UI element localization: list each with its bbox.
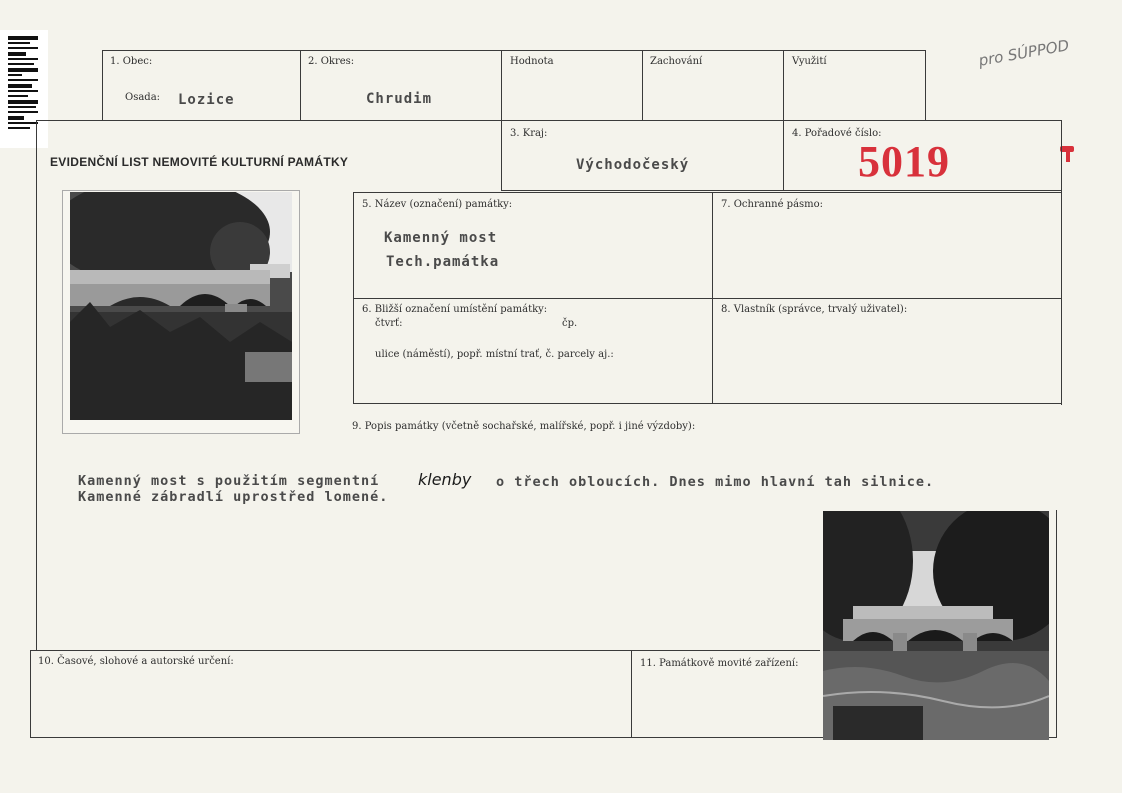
obec-label: 1. Obec: [110,56,153,67]
ctvrt-label: čtvrť: [375,318,403,329]
barcode-bar [8,127,30,129]
osada-value: Lozice [178,92,235,108]
okres-value: Chrudim [366,91,433,107]
barcode-bar [8,84,32,88]
popis-line-1b: o třech obloucích. Dnes mimo hlavní tah silnice. [496,474,935,490]
ochranne-pasmo-label: 7. Ochranné pásmo: [721,199,824,210]
barcode-bar [8,90,38,92]
casove-urceni-label: 10. Časové, slohové a autorské určení: [38,656,234,667]
blizsi-oznaceni-label: 6. Bližší označení umístění památky: [362,304,548,315]
nazev-label: 5. Název (označení) památky: [362,199,513,210]
form-title: EVIDENČNÍ LIST NEMOVITÉ KULTURNÍ PAMÁTKY [50,155,349,169]
popis-handwritten: klenby [418,470,472,489]
barcode-sticker [0,30,48,148]
osada-label: Osada: [125,92,161,103]
barcode-bar [8,122,38,124]
vlastnik-label: 8. Vlastník (správce, trvalý uživatel): [721,304,908,315]
barcode-bar [8,106,36,108]
bridge-photo-right [823,511,1049,740]
handwritten-note: pro SÚPPOD [977,36,1071,70]
barcode-bar [8,79,38,81]
cp-label: čp. [562,318,578,329]
poradove-cislo-value: 5019 [858,137,950,186]
barcode-bar [8,52,26,56]
barcode-bar [8,95,28,97]
barcode-bar [8,63,34,65]
barcode-bar [8,42,30,44]
okres-label: 2. Okres: [308,56,355,67]
red-mark-stem [1066,150,1070,162]
barcode-bar [8,68,38,72]
poradove-cislo-label: 4. Pořadové číslo: [792,128,882,139]
popis-line-1a: Kamenný most s použitím segmentní [78,473,380,489]
kraj-label: 3. Kraj: [510,128,548,139]
barcode-bar [8,58,38,60]
zachovani-label: Zachování [650,56,703,67]
nazev-line-1: Kamenný most [384,230,498,246]
barcode-bar [8,100,38,104]
popis-line-2: Kamenné zábradlí uprostřed lomené. [78,489,389,505]
barcode-bar [8,47,38,49]
movite-zarizeni-label: 11. Památkově movité zařízení: [640,658,799,669]
bridge-photo-left [70,192,292,420]
ulice-label: ulice (náměstí), popř. místní trať, č. parcely aj.: [375,349,614,360]
vyuziti-label: Využití [792,56,827,67]
hodnota-label: Hodnota [510,56,554,67]
popis-label: 9. Popis památky (včetně sochařské, malířské, popř. i jiné výzdoby): [352,421,696,432]
nazev-line-2: Tech.památka [386,254,500,270]
kraj-value: Východočeský [576,157,690,173]
barcode-bar [8,111,38,113]
barcode-bar [8,36,38,40]
barcode-bar [8,116,24,120]
barcode-bar [8,74,22,76]
